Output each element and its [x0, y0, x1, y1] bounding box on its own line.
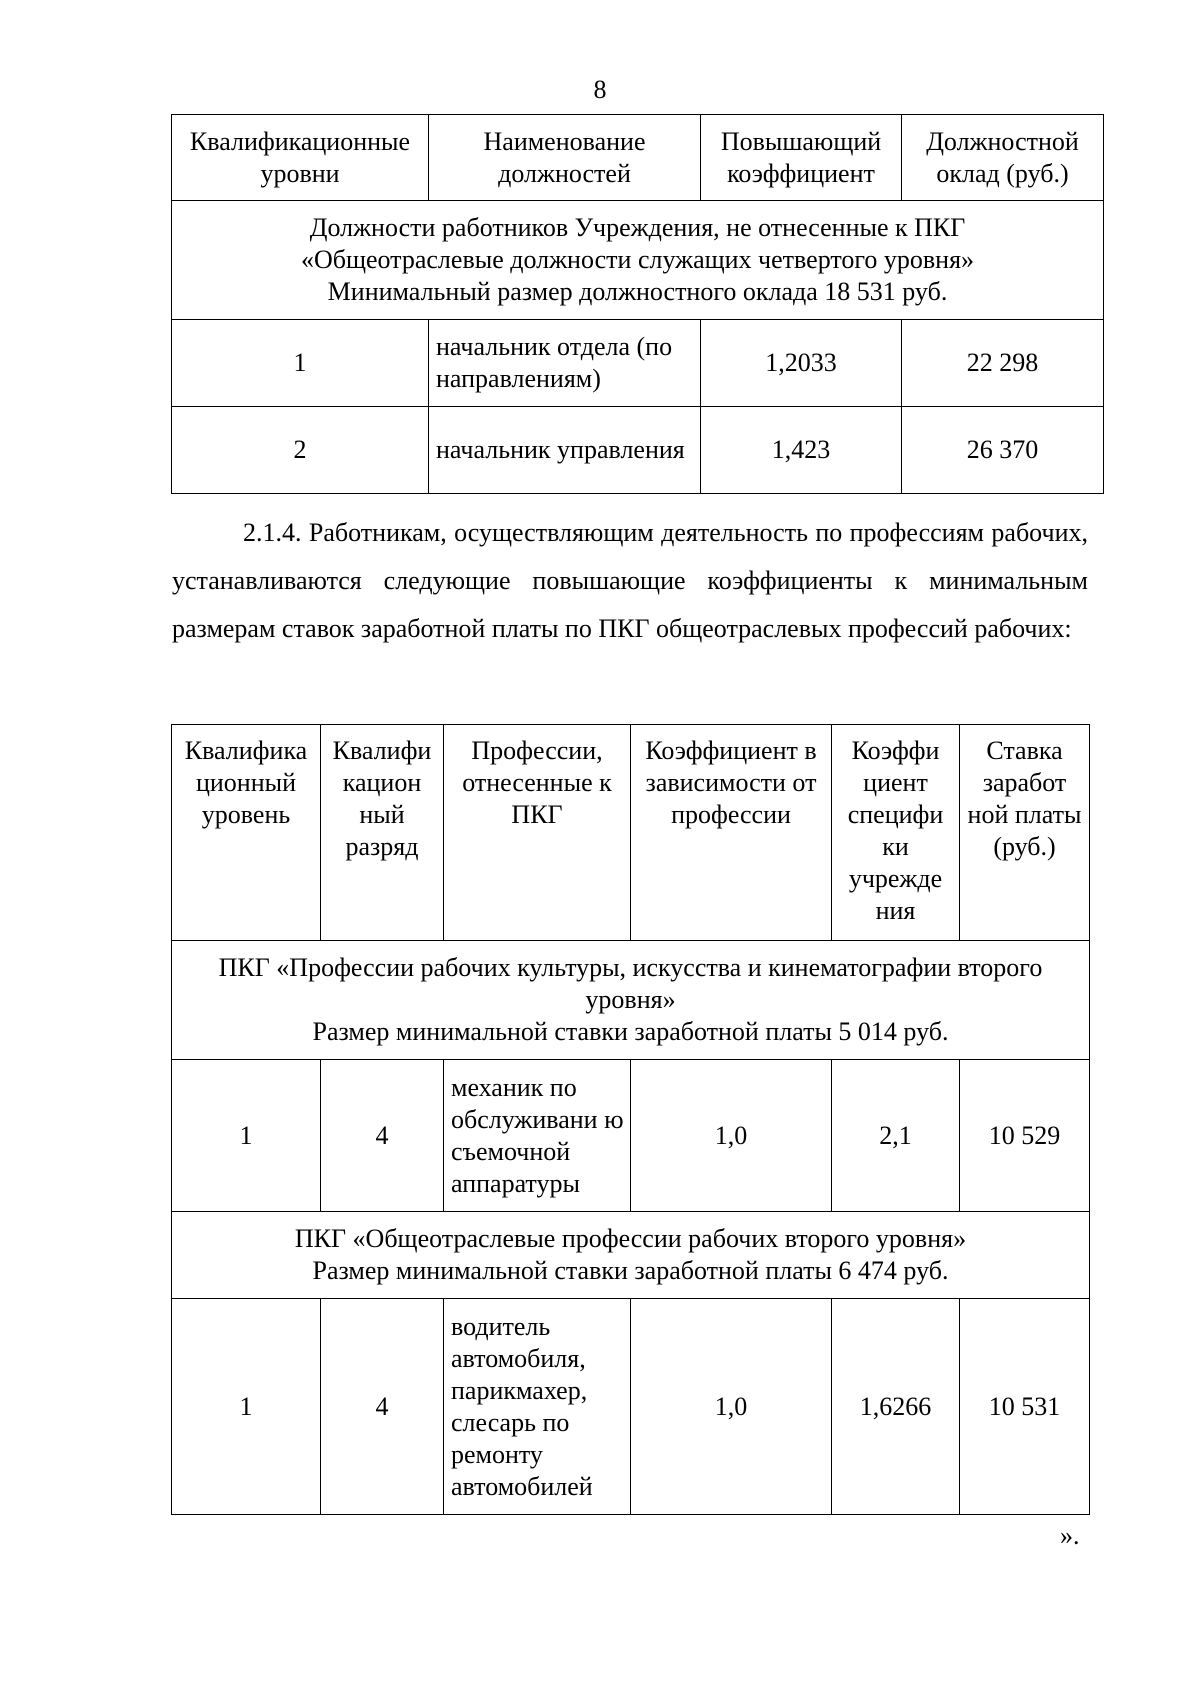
grade-cell: 4: [321, 1060, 444, 1212]
header-cell: Квалификационные уровни: [172, 115, 429, 201]
coefficient-cell: 1,2033: [701, 320, 902, 407]
rate-cell: 10 531: [960, 1299, 1090, 1515]
group-heading-line: Минимальный размер должностного оклада 18 531 руб.: [327, 277, 948, 306]
header-cell: Коэффициент в зависимости от профессии: [631, 725, 832, 941]
group-heading-line: «Общеотраслевые должности служащих четвертого уровня»: [300, 245, 975, 274]
group-heading-line: ПКГ «Профессии рабочих культуры, искусства и кинематографии второго уровня»: [218, 953, 1043, 1014]
group-heading-line: Размер минимальной ставки заработной платы 5 014 руб.: [312, 1017, 949, 1046]
group-heading: [172, 201, 1104, 320]
level-cell: 1: [172, 1299, 321, 1515]
table-row: [172, 1060, 1090, 1212]
profession-cell: водитель автомобиля, парикмахер, слесарь по ремонту автомобилей: [444, 1299, 631, 1515]
grade-cell: 4: [321, 1299, 444, 1515]
header-cell: Ставка заработ ной платы (руб.): [960, 725, 1090, 941]
closing-quote: ».: [1060, 1521, 1080, 1550]
specificity-cell: 2,1: [832, 1060, 960, 1212]
group-heading-line: Должности работников Учреждения, не отнесенные к ПКГ: [309, 213, 966, 242]
rate-cell: 10 529: [960, 1060, 1090, 1212]
group-heading: [172, 1212, 1090, 1299]
coefficient-cell: 1,0: [631, 1060, 832, 1212]
salary-cell: 22 298: [902, 320, 1104, 407]
table-row: [172, 1299, 1090, 1515]
profession-cell: механик по обслуживани ю съемочной аппаратуры: [444, 1060, 631, 1212]
salary-cell: 26 370: [902, 407, 1104, 494]
table-row: [172, 407, 1104, 494]
level-cell: 2: [172, 407, 429, 494]
header-cell: Квалифи кацион ный разряд: [321, 725, 444, 941]
page-number: 8: [593, 75, 607, 104]
salary-table-positions: [171, 114, 1104, 494]
specificity-cell: 1,6266: [832, 1299, 960, 1515]
header-cell: Коэффи циент специфи ки учрежде ния: [832, 725, 960, 941]
level-cell: 1: [172, 1060, 321, 1212]
position-cell: начальник управления: [429, 407, 701, 494]
group-row: [172, 201, 1104, 320]
header-cell: Повышающий коэффициент: [701, 115, 902, 201]
position-cell: начальник отдела (по направлениям): [429, 320, 701, 407]
group-row: [172, 941, 1090, 1060]
table-header-row: [172, 115, 1104, 201]
header-cell: Профессии, отнесенные к ПКГ: [444, 725, 631, 941]
table-row: [172, 320, 1104, 407]
coefficient-cell: 1,423: [701, 407, 902, 494]
group-heading-line: ПКГ «Общеотраслевые профессии рабочих второго уровня»: [294, 1224, 967, 1253]
header-cell: Должностной оклад (руб.): [902, 115, 1104, 201]
group-row: [172, 1212, 1090, 1299]
header-cell: Наименование должностей: [429, 115, 701, 201]
coefficient-cell: 1,0: [631, 1299, 832, 1515]
header-cell: Квалифика ционный уровень: [172, 725, 321, 941]
group-heading: [172, 941, 1090, 1060]
group-heading-line: Размер минимальной ставки заработной платы 6 474 руб.: [312, 1256, 949, 1285]
table-header-row: [172, 725, 1090, 941]
level-cell: 1: [172, 320, 429, 407]
wage-table-workers: [171, 724, 1090, 1515]
body-paragraph: 2.1.4. Работникам, осуществляющим деятельность по профессиям рабочих, устанавливаются следующие повышающие коэффициенты к минимальным размерам ставок заработной платы по ПКГ общеотраслевых профессий рабочих:: [172, 518, 1088, 643]
